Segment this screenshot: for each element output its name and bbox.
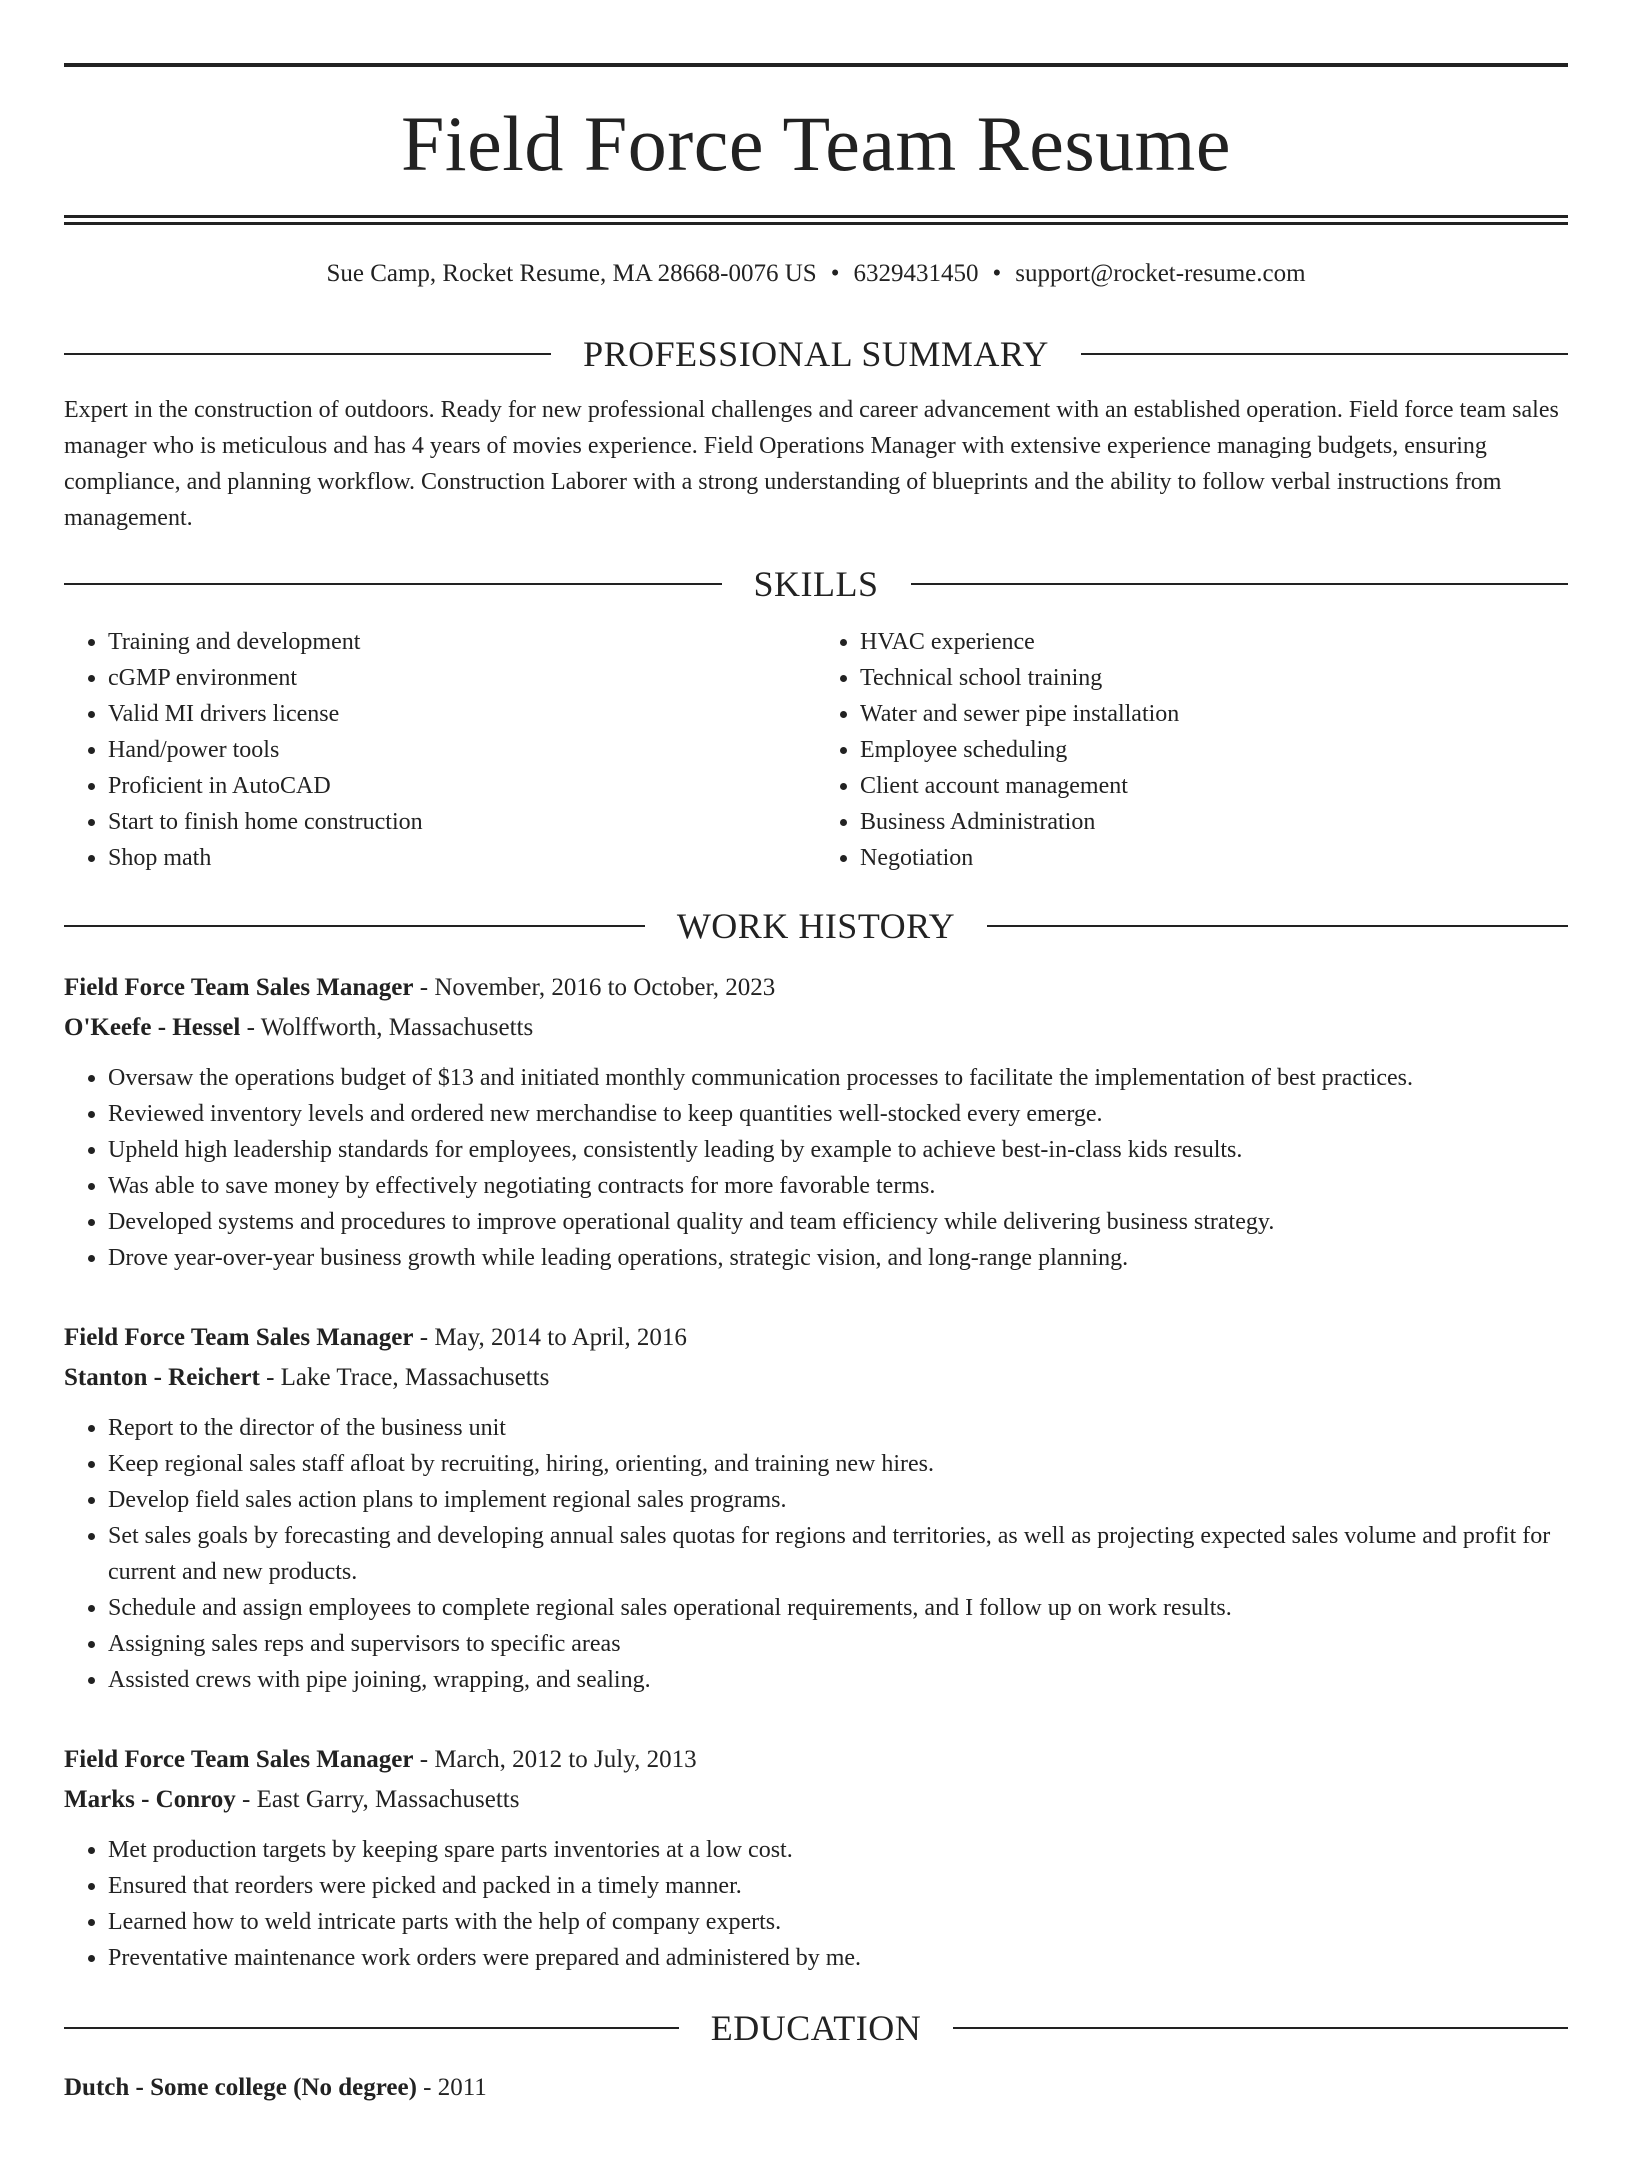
job-bullet: • Report to the director of the business unit	[108, 1410, 1568, 1446]
job-bullet: • Set sales goals by forecasting and developing annual sales quotas for regions and territories, as well as projecting expected sales volume and profit for current and new products.	[108, 1518, 1568, 1590]
job-bullet: • Assisted crews with pipe joining, wrapping, and sealing.	[108, 1662, 1568, 1698]
section-heading-education	[64, 2010, 1568, 2046]
contact-address: Sue Camp, Rocket Resume, MA 28668-0076 US	[326, 260, 817, 287]
top-rule	[64, 63, 1568, 67]
job-dates: - March, 2012 to July, 2013	[413, 1746, 697, 1773]
job-company-line	[64, 1358, 1568, 1398]
section-heading-work	[64, 908, 1568, 944]
contact-line	[64, 261, 1568, 286]
heading-rule	[64, 353, 551, 355]
job-entry	[64, 968, 1568, 1276]
section-heading-summary	[64, 336, 1568, 372]
job-company: Stanton - Reichert	[64, 1364, 260, 1391]
contact-email: support@rocket-resume.com	[1015, 260, 1306, 287]
section-title: EDUCATION	[710, 2008, 922, 2048]
job-company-line	[64, 1780, 1568, 1820]
heading-rule	[64, 2027, 679, 2029]
job-bullet: • Developed systems and procedures to improve operational quality and team efficiency while delivering business strategy.	[108, 1204, 1568, 1240]
education-degree: Dutch - Some college (No degree)	[64, 2074, 417, 2101]
job-bullets	[64, 1832, 1568, 1976]
contact-phone: 6329431450	[853, 260, 979, 287]
job-bullet: • Develop field sales action plans to implement regional sales programs.	[108, 1482, 1568, 1518]
job-company: O'Keefe - Hessel	[64, 1014, 241, 1041]
job-title-line	[64, 1318, 1568, 1358]
job-location: - Lake Trace, Massachusetts	[259, 1364, 550, 1391]
heading-rule	[911, 583, 1569, 585]
heading-rule	[1081, 353, 1568, 355]
skill-item: • Shop math	[108, 840, 816, 876]
job-bullet: • Preventative maintenance work orders were prepared and administered by me.	[108, 1940, 1568, 1976]
section-title: WORK HISTORY	[676, 906, 956, 946]
skill-item: • Employee scheduling	[860, 732, 1568, 768]
job-bullet: • Assigning sales reps and supervisors to specific areas	[108, 1626, 1568, 1662]
skills-list	[64, 624, 1568, 876]
job-entry	[64, 1740, 1568, 1976]
section-title: SKILLS	[753, 564, 879, 604]
contact-separator: •	[992, 260, 1002, 287]
skill-item: • Valid MI drivers license	[108, 696, 816, 732]
job-title: Field Force Team Sales Manager	[64, 1746, 414, 1773]
job-bullet: • Drove year-over-year business growth while leading operations, strategic vision, and long-range planning.	[108, 1240, 1568, 1276]
job-bullet: • Upheld high leadership standards for employees, consistently leading by example to achieve best-in-class kids results.	[108, 1132, 1568, 1168]
section-heading-skills	[64, 566, 1568, 602]
job-title: Field Force Team Sales Manager	[64, 1324, 414, 1351]
skill-item: • Water and sewer pipe installation	[860, 696, 1568, 732]
skills-column-right	[816, 624, 1568, 876]
job-title-line	[64, 1740, 1568, 1780]
title-double-rule	[64, 215, 1568, 225]
skill-item: • Technical school training	[860, 660, 1568, 696]
skills-column-left	[64, 624, 816, 876]
heading-rule	[953, 2027, 1568, 2029]
job-bullet: • Learned how to weld intricate parts with the help of company experts.	[108, 1904, 1568, 1940]
job-bullet: • Was able to save money by effectively negotiating contracts for more favorable terms.	[108, 1168, 1568, 1204]
skill-item: • Start to finish home construction	[108, 804, 816, 840]
job-bullets	[64, 1410, 1568, 1698]
skill-item: • HVAC experience	[860, 624, 1568, 660]
job-title: Field Force Team Sales Manager	[64, 974, 414, 1001]
job-dates: - November, 2016 to October, 2023	[413, 974, 776, 1001]
job-dates: - May, 2014 to April, 2016	[413, 1324, 687, 1351]
resume-page	[0, 63, 1632, 2108]
professional-summary: Expert in the construction of outdoors. Ready for new professional challenges and career advancement with an established operation. Field force team sales manager who is meticulous and has 4 years of movies experience. Field Operations Manager with extensive experience managing budgets, ensuring compliance, and planning workflow. Construction Laborer with a strong understanding of blueprints and the ability to follow verbal instructions from management.	[64, 397, 1559, 531]
skill-item: • Negotiation	[860, 840, 1568, 876]
resume-title: Field Force Team Resume	[401, 100, 1231, 187]
skill-item: • Training and development	[108, 624, 816, 660]
skill-item: • Hand/power tools	[108, 732, 816, 768]
skill-item: • Client account management	[860, 768, 1568, 804]
heading-rule	[987, 925, 1568, 927]
section-title: PROFESSIONAL SUMMARY	[583, 334, 1049, 374]
job-company: Marks - Conroy	[64, 1786, 236, 1813]
job-bullet: • Keep regional sales staff afloat by recruiting, hiring, orienting, and training new hires.	[108, 1446, 1568, 1482]
skill-item: • Proficient in AutoCAD	[108, 768, 816, 804]
job-bullet: • Reviewed inventory levels and ordered new merchandise to keep quantities well-stocked every emerge.	[108, 1096, 1568, 1132]
job-bullet: • Oversaw the operations budget of $13 and initiated monthly communication processes to facilitate the implementation of best practices.	[108, 1060, 1568, 1096]
job-bullet: • Met production targets by keeping spare parts inventories at a low cost.	[108, 1832, 1568, 1868]
job-title-line	[64, 968, 1568, 1008]
skill-item: • cGMP environment	[108, 660, 816, 696]
contact-separator: •	[830, 260, 840, 287]
job-bullet: • Schedule and assign employees to complete regional sales operational requirements, and I follow up on work results.	[108, 1590, 1568, 1626]
heading-rule	[64, 925, 645, 927]
job-location: - Wolffworth, Massachusetts	[240, 1014, 534, 1041]
skill-item: • Business Administration	[860, 804, 1568, 840]
job-location: - East Garry, Massachusetts	[235, 1786, 520, 1813]
job-bullets	[64, 1060, 1568, 1276]
heading-rule	[64, 583, 722, 585]
job-entry	[64, 1318, 1568, 1698]
job-bullet: • Ensured that reorders were picked and packed in a timely manner.	[108, 1868, 1568, 1904]
job-company-line	[64, 1008, 1568, 1048]
education-entry	[64, 2068, 1568, 2108]
education-year: - 2011	[416, 2074, 487, 2101]
